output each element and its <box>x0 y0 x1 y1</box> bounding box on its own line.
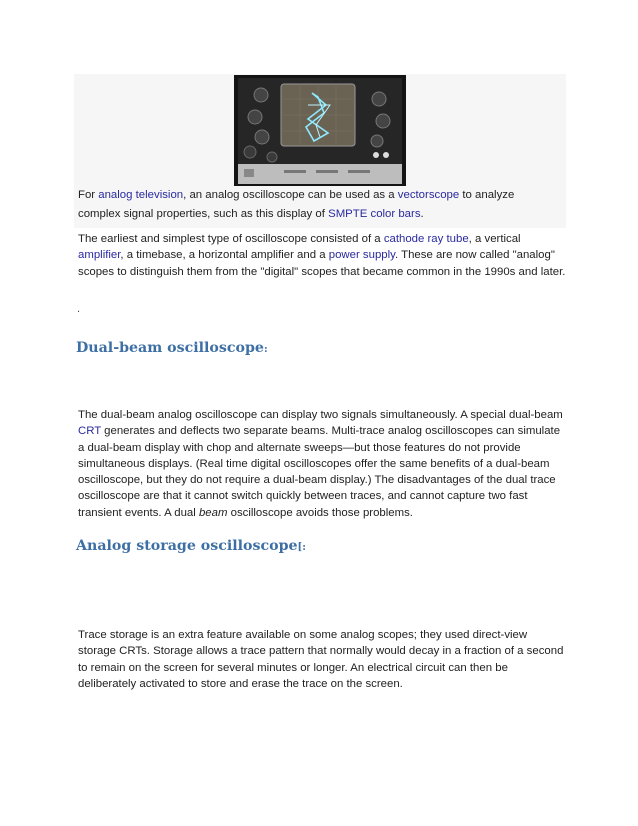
link-crt[interactable]: CRT <box>78 425 101 438</box>
paragraph-text: oscilloscope avoids those problems. <box>227 506 413 519</box>
paragraph-text: , a vertical <box>468 233 521 245</box>
paragraph-text: The earliest and simplest type of oscilloscope consisted of a <box>78 233 384 245</box>
figure-caption <box>78 186 558 224</box>
link-smpte-color-bars[interactable]: SMPTE color bars <box>328 208 421 220</box>
dual-beam-paragraph <box>78 407 568 521</box>
link-analog-television[interactable]: analog television <box>98 189 184 201</box>
heading-suffix: : <box>263 344 268 355</box>
oscilloscope-photo <box>234 75 406 186</box>
intro-paragraph <box>78 231 568 280</box>
caption-text: . <box>420 208 424 220</box>
caption-text: to analyze complex signal properties, such as this display of <box>78 189 515 220</box>
heading-analog-storage <box>76 538 306 554</box>
paragraph-text: , a timebase, a horizontal amplifier and a <box>120 249 329 262</box>
separator-dot: . <box>77 303 81 315</box>
heading-dual-beam <box>76 340 268 356</box>
paragraph-text: . These are now called "analog" scopes to distinguish them from the "digital" scopes that became common in the 1990s and later. <box>78 249 566 278</box>
paragraph-text: The dual-beam analog oscilloscope can display two signals simultaneously. A special dual-beam <box>78 409 563 421</box>
emphasis-beam: beam <box>198 506 228 519</box>
caption-text: For <box>78 189 99 201</box>
heading-suffix: [: <box>297 542 306 553</box>
link-amplifier[interactable]: amplifier <box>78 249 121 262</box>
heading-text: Dual-beam oscilloscope <box>76 340 264 356</box>
link-power-supply[interactable]: power supply <box>328 249 396 262</box>
storage-paragraph: Trace storage is an extra feature available on some analog scopes; they used direct-view storage CRTs. Storage allows a trace pattern that normally would decay in a fraction of a second to remain on the screen for several minutes or longer. An electrical circuit can then be deliberately activated to store and erase the trace on the screen. <box>78 629 564 690</box>
heading-text: Analog storage oscilloscope <box>76 538 298 554</box>
oscilloscope-illustration <box>234 75 406 186</box>
link-cathode-ray-tube[interactable]: cathode ray tube <box>383 233 469 245</box>
paragraph-text: generates and deflects two separate beams. Multi-trace analog oscilloscopes can simulate a dual-beam display with chop and alternate sweeps—but those features do not provide simultaneous displays. (Real time digital oscilloscopes offer the same benefits of a dual-beam oscilloscope, but they do not require a dual-beam display.) The disadvantages of the dual trace oscilloscope are that it cannot switch quickly between traces, and cannot capture two fast transient events. A dual <box>78 425 561 519</box>
caption-text: , an analog oscilloscope can be used as a <box>183 189 398 201</box>
link-vectorscope[interactable]: vectorscope <box>397 189 460 201</box>
